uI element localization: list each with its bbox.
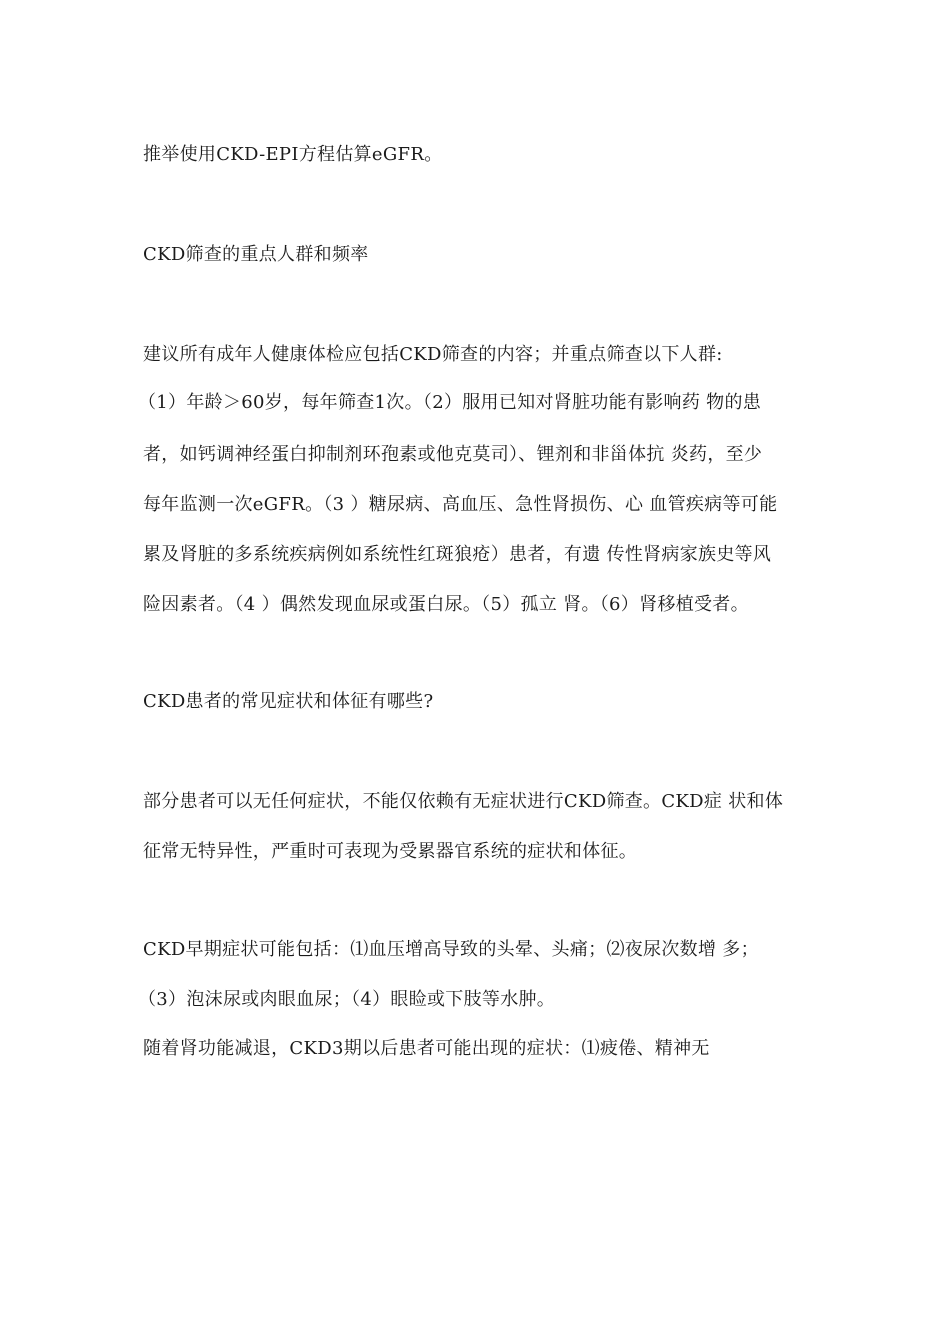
paragraph-late-symptoms: 随着肾功能减退，CKD3期以后患者可能出现的症状：⑴疲倦、精神无 [143, 1038, 710, 1059]
paragraph-symptoms-line-2: 征常无特异性，严重时可表现为受累器官系统的症状和体征。 [143, 841, 638, 862]
paragraph-screening-line-5: 险因素者。（4 ）偶然发现血尿或蛋白尿。（5）孤立 肾。（6）肾移植受者。 [143, 594, 749, 615]
heading-symptoms-question: CKD患者的常见症状和体征有哪些? [143, 691, 434, 712]
paragraph-screening-line-2: 者，如钙调神经蛋白抑制剂环孢素或他克莫司）、锂剂和非甾体抗 炎药，至少 [143, 444, 763, 465]
paragraph-screening-line-4: 累及肾脏的多系统疾病例如系统性红斑狼疮）患者，有遗 传性肾病家族史等风 [143, 544, 772, 565]
paragraph-symptoms-line-1: 部分患者可以无任何症状，不能仅依赖有无症状进行CKD筛查。CKD症 状和体 [143, 791, 784, 812]
paragraph-early-symptoms-2: （3）泡沫尿或肉眼血尿；（4）眼睑或下肢等水肿。 [138, 989, 556, 1010]
paragraph-screening-intro: 建议所有成年人健康体检应包括CKD筛查的内容；并重点筛查以下人群: [143, 344, 723, 365]
paragraph-egfr-recommendation: 推举使用CKD-EPI方程估算eGFR。 [143, 144, 443, 165]
heading-screening-population: CKD筛查的重点人群和频率 [143, 244, 369, 265]
paragraph-screening-line-3: 每年监测一次eGFR。（3 ）糖尿病、高血压、急性肾损伤、心 血管疾病等可能 [143, 494, 778, 515]
paragraph-screening-line-1: （1）年龄＞60岁，每年筛查1次。（2）服用已知对肾脏功能有影响药 物的患 [138, 392, 762, 413]
paragraph-early-symptoms-1: CKD早期症状可能包括：⑴血压增高导致的头晕、头痛；⑵夜尿次数增 多； [143, 939, 759, 960]
